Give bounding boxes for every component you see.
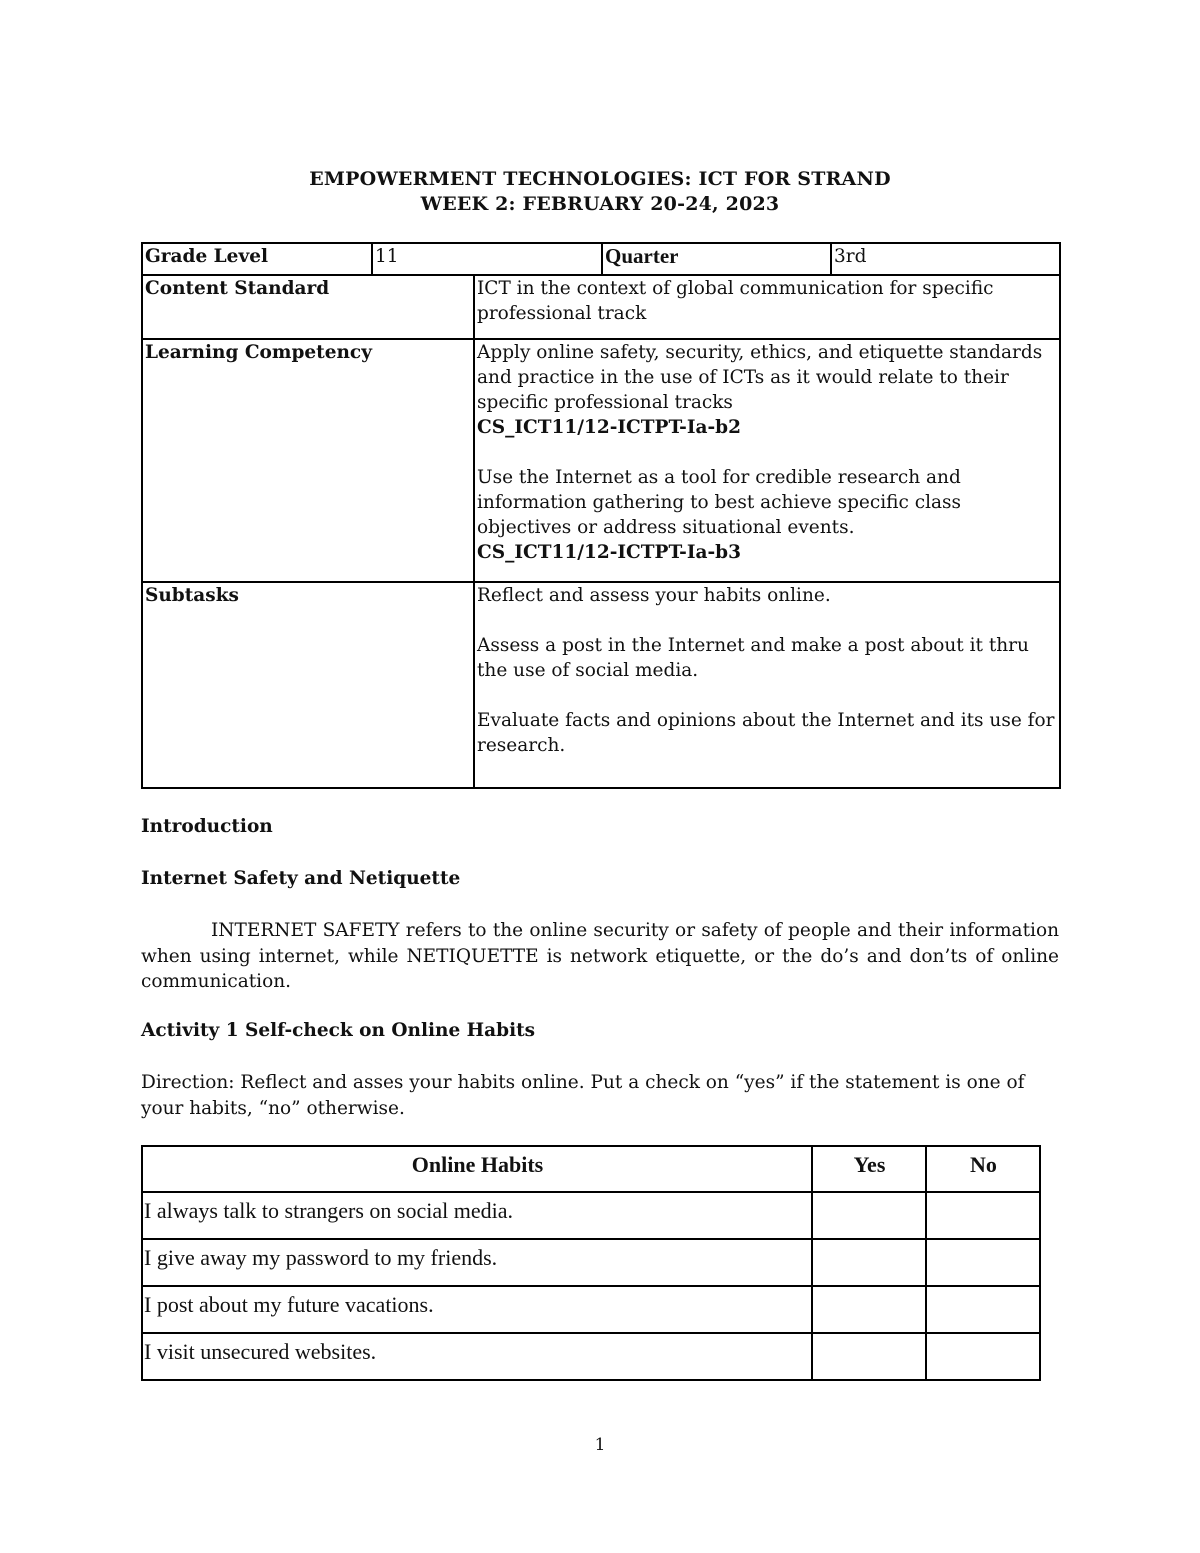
online-habits-table — [141, 1145, 1041, 1381]
learning-competency-label: Learning Competency — [142, 339, 474, 582]
habit-text: I post about my future vacations. — [142, 1286, 812, 1333]
no-header: No — [926, 1146, 1040, 1192]
lesson-info-table — [141, 242, 1061, 789]
subtask-1: Reflect and assess your habits online. — [477, 585, 831, 606]
document-subtitle: WEEK 2: FEBRUARY 20-24, 2023 — [420, 193, 780, 215]
yes-header: Yes — [812, 1146, 926, 1192]
competency-1-text: Apply online safety, security, ethics, and etiquette standards and practice in the use of ICTs as it would relate to their specific professional tracks — [477, 342, 1043, 413]
subtasks-value — [474, 582, 1060, 788]
no-check-cell[interactable] — [926, 1192, 1040, 1239]
yes-check-cell[interactable] — [812, 1333, 926, 1380]
quarter-label: Quarter — [602, 243, 831, 275]
yes-check-cell[interactable] — [812, 1239, 926, 1286]
grade-level-label: Grade Level — [142, 243, 372, 275]
yes-check-cell[interactable] — [812, 1286, 926, 1333]
habit-text: I always talk to strangers on social media. — [142, 1192, 812, 1239]
content-standard-row — [142, 275, 1060, 339]
grade-level-value: 11 — [372, 243, 602, 275]
content-standard-label: Content Standard — [142, 275, 474, 339]
table-row — [142, 1333, 1040, 1380]
content-standard-value: ICT in the context of global communication for specific professional track — [474, 275, 1060, 339]
competency-2-text: Use the Internet as a tool for credible research and information gathering to best achieve specific class objectives or address situational events. — [477, 467, 962, 538]
subtask-2: Assess a post in the Internet and make a post about it thru the use of social media. — [477, 635, 1029, 681]
safety-heading: Internet Safety and Netiquette — [141, 868, 461, 889]
yes-check-cell[interactable] — [812, 1192, 926, 1239]
activity-direction: Direction: Reflect and asses your habits online. Put a check on “yes” if the statement is one of your habits, “no” otherwise. — [141, 1072, 1025, 1119]
habit-text: I visit unsecured websites. — [142, 1333, 812, 1380]
subtask-3: Evaluate facts and opinions about the Internet and its use for research. — [477, 710, 1055, 756]
learning-competency-value — [474, 339, 1060, 582]
online-habits-header: Online Habits — [142, 1146, 812, 1192]
no-check-cell[interactable] — [926, 1239, 1040, 1286]
introduction-heading: Introduction — [141, 816, 273, 837]
table-row — [142, 1239, 1040, 1286]
no-check-cell[interactable] — [926, 1333, 1040, 1380]
page-number: 1 — [594, 1435, 606, 1455]
habit-text: I give away my password to my friends. — [142, 1239, 812, 1286]
competency-1-code: CS_ICT11/12-ICTPT-Ia-b2 — [477, 417, 741, 438]
no-check-cell[interactable] — [926, 1286, 1040, 1333]
subtasks-label: Subtasks — [142, 582, 474, 788]
activity-heading: Activity 1 Self-check on Online Habits — [141, 1020, 536, 1041]
table-row — [142, 1286, 1040, 1333]
habits-header-row — [142, 1146, 1040, 1192]
learning-competency-row — [142, 339, 1060, 582]
safety-paragraph: INTERNET SAFETY refers to the online security or safety of people and their information when using internet, while NETIQUETTE is network etiquette, or the do’s and don’ts of online communication. — [141, 920, 1059, 992]
quarter-value: 3rd — [831, 243, 1060, 275]
grade-quarter-row — [142, 243, 1060, 275]
table-row — [142, 1192, 1040, 1239]
document-title: EMPOWERMENT TECHNOLOGIES: ICT FOR STRAND — [309, 168, 891, 190]
competency-2-code: CS_ICT11/12-ICTPT-Ia-b3 — [477, 542, 741, 563]
subtasks-row — [142, 582, 1060, 788]
